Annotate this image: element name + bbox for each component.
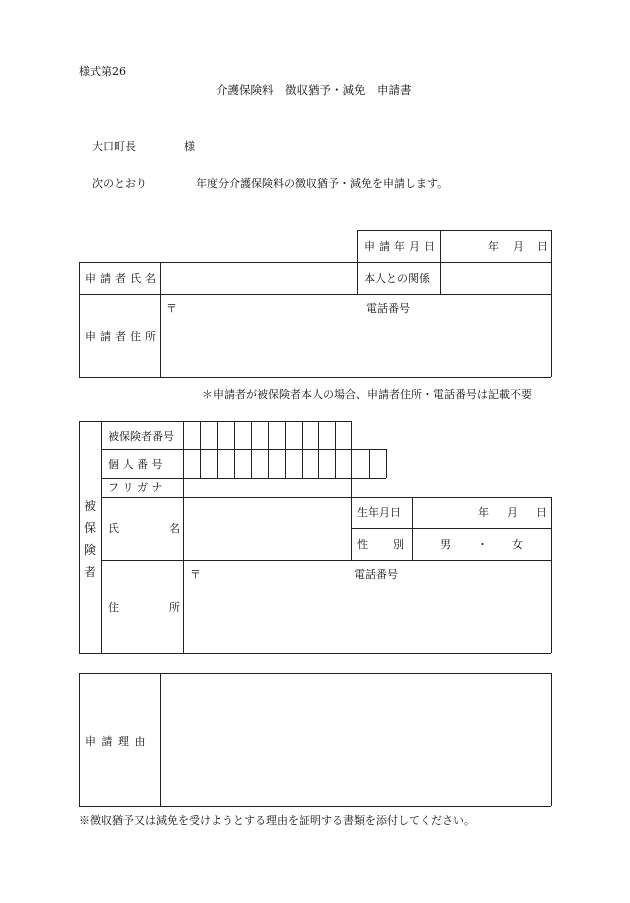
relation-field[interactable]	[441, 263, 551, 294]
application-date-label: 申請年月日	[364, 240, 439, 253]
applicant-name-field[interactable]	[161, 263, 357, 294]
insured-phone-label: 電話番号	[354, 568, 398, 581]
insured-number-field[interactable]	[184, 422, 351, 449]
furigana-field[interactable]	[184, 479, 351, 497]
birth-day: 日	[536, 506, 547, 519]
form-number: 様式第26	[79, 65, 126, 78]
sex-male-option[interactable]: 男	[440, 538, 451, 551]
addressee-name: 大口町長	[92, 140, 136, 153]
birth-month: 月	[507, 506, 518, 519]
insured-address-label-2: 所	[169, 601, 180, 614]
personal-number-field[interactable]	[184, 450, 386, 478]
sex-label-2: 別	[393, 538, 404, 551]
addressee-honorific: 様	[184, 140, 195, 153]
insured-address-field[interactable]	[184, 561, 551, 653]
furigana-label: フ リ ガ ナ	[108, 481, 163, 494]
insured-section-char-1: 被	[84, 499, 97, 513]
reason-label: 申 請 理 由	[85, 735, 147, 748]
insured-postal-mark: 〒	[190, 568, 201, 581]
insured-address-label-1: 住	[108, 601, 119, 614]
sex-label-1: 性	[357, 538, 368, 551]
application-date-year: 年	[488, 240, 499, 253]
insured-name-field[interactable]	[184, 498, 351, 560]
applicant-name-label: 申請者氏名	[85, 272, 160, 285]
insured-section-char-3: 険	[84, 543, 97, 557]
application-date-month: 月	[513, 240, 524, 253]
insured-section-char-2: 保	[84, 521, 97, 535]
sex-separator: ・	[477, 538, 488, 551]
attachment-footnote: ※徴収猶予又は減免を受けようとする理由を証明する書類を添付してください。	[79, 814, 475, 827]
birth-date-label: 生年月日	[357, 506, 401, 519]
birth-year: 年	[478, 506, 489, 519]
reason-field[interactable]	[161, 674, 551, 806]
applicant-postal-mark: 〒	[166, 302, 177, 315]
applicant-phone-label: 電話番号	[366, 302, 410, 315]
relation-label: 本人との関係	[364, 272, 430, 285]
applicant-note: ＊申請者が被保険者本人の場合、申請者住所・電話番号は記載不要	[202, 388, 532, 401]
personal-number-label: 個 人 番 号	[108, 458, 163, 471]
insured-name-label-2: 名	[169, 522, 180, 535]
insured-section-char-4: 者	[84, 565, 97, 579]
document-title: 介護保険料 徴収猶予・減免 申請書	[216, 83, 412, 97]
insured-name-label-1: 氏	[108, 522, 119, 535]
applicant-address-label: 申請者住所	[85, 330, 160, 343]
applicant-address-field[interactable]	[161, 295, 551, 377]
intro-prefix: 次のとおり	[92, 177, 147, 190]
intro-text: 年度分介護保険料の徴収猶予・減免を申請します。	[196, 177, 449, 190]
insured-number-label: 被保険者番号	[108, 430, 174, 443]
birth-date-field[interactable]	[413, 498, 551, 528]
application-date-day: 日	[537, 240, 548, 253]
application-date-field[interactable]	[441, 231, 551, 262]
sex-female-option[interactable]: 女	[512, 538, 523, 551]
